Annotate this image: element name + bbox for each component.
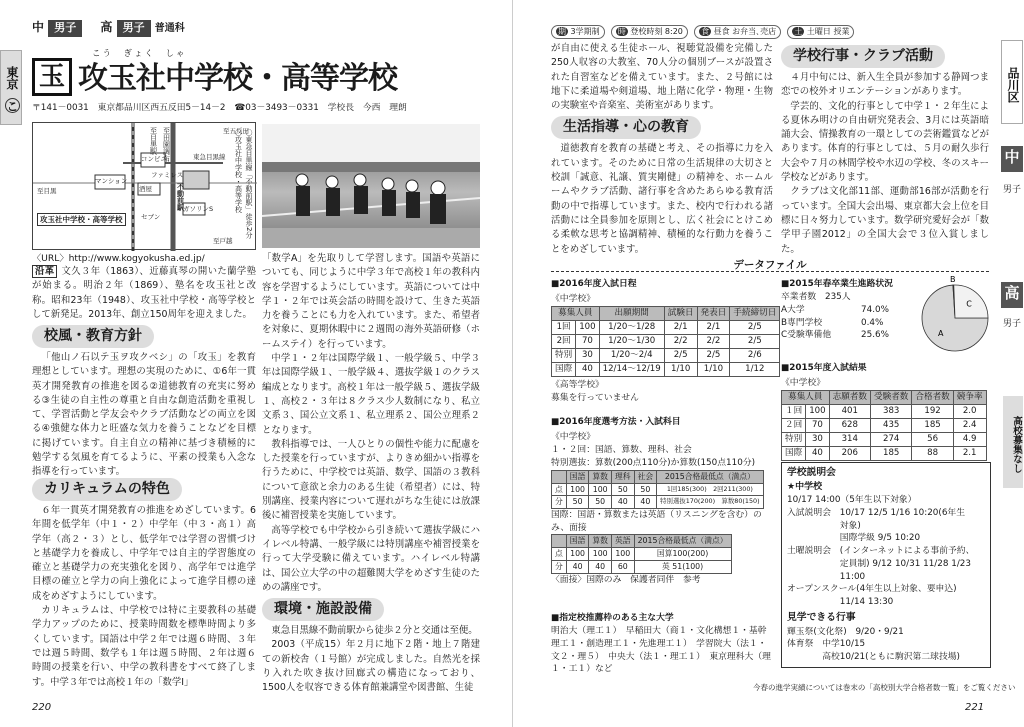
briefing-line: オープンスクール(4年生以上対象、要申込) <box>787 584 957 595</box>
cell: 1回185(300) 2回211(300) <box>657 483 763 496</box>
career-total: 卒業者数 235人 <box>781 292 851 303</box>
sched-title: ■2016年度入試日程 <box>551 279 637 289</box>
cell: 国際 <box>552 362 576 376</box>
event-line: 高校10/21(ともに駒沢第二球技場) <box>787 652 960 663</box>
history-label: 沿革 <box>32 265 57 278</box>
pie-label-B: B <box>950 275 956 285</box>
table-row <box>552 483 764 496</box>
side-tab-region <box>0 50 22 125</box>
cell: 50 <box>566 496 589 509</box>
school-url-link[interactable]: 〈URL〉http://www.kogyokusha.ed.jp/ <box>32 253 205 264</box>
cell: 分 <box>552 560 567 573</box>
cell: 30 <box>806 433 829 447</box>
cell: 100 <box>611 548 634 561</box>
attr-time <box>611 25 688 39</box>
cell: ２回 <box>782 419 806 433</box>
attr-term <box>551 25 605 39</box>
table-row <box>782 419 987 433</box>
cell: 1/20〜2/4 <box>599 349 664 363</box>
table-row <box>552 349 780 363</box>
map-label: マンション <box>95 177 128 185</box>
career-title: ■2015年春卒業生進路状況 <box>781 279 893 289</box>
section-curriculum <box>32 475 256 690</box>
col-header: 試験日 <box>664 307 697 321</box>
col-header: 社会 <box>634 470 657 483</box>
career-label: A大学 <box>781 304 805 315</box>
pie-label-C: C <box>966 299 972 309</box>
col-header: 合格者数 <box>912 391 953 405</box>
moral-education-text: 道徳教育を教育の基礎と考え、その指導に力を入れています。そのために日常の生活規律の大切さと校訓「誠意、礼譲、質実剛健」の精神を、ホームルームやクラブ活動、諸行事を含めたあらゆる教育活動の中で指導しています。また、校内で行われる諸活動には全員参加を原則とし、広く社会にとけこめる柔軟な思考と協調精神、積極的な行動力を養うことをめざしています。 <box>551 143 773 255</box>
cell: 1/20〜1/30 <box>599 335 664 349</box>
career-value: 0.4% <box>861 317 884 328</box>
col-header: 算数 <box>589 470 612 483</box>
cell: 4.9 <box>953 433 986 447</box>
school-emblem-icon: 玉 <box>32 58 72 96</box>
selection-method <box>551 414 773 586</box>
cell: 30 <box>576 349 599 363</box>
events-text: ４月中旬には、新入生全員が参加する静岡つま恋での校外オリエンテーションがあります。 <box>781 72 989 98</box>
cell: 2回 <box>552 335 576 349</box>
col-header: 発表日 <box>697 307 730 321</box>
event-line: 体育祭 中学10/15 <box>787 639 866 650</box>
attr-lunch <box>694 25 781 39</box>
side-chu-sex: 男子 <box>1002 185 1021 195</box>
cell: 50 <box>634 483 657 496</box>
univ-text: 明治大（理工１） 早稲田大（商１・文化構想１・基幹理工１・創造理工１・先進理工１） 学習院大（法１・文２・理５） 中央大（法１・理工１） 東京理科大（理１・工１）など <box>551 626 771 675</box>
table-row <box>782 433 987 447</box>
section-heading: 校風・教育方針 <box>32 325 154 348</box>
results-sub: 《中学校》 <box>781 378 825 389</box>
cell: 国際 <box>782 446 806 460</box>
map-label: 至田園調布 <box>162 127 171 162</box>
cell: 2/2 <box>697 335 730 349</box>
sched-sub: 《中学校》 <box>551 294 595 305</box>
briefing-line: 対象) <box>787 520 861 531</box>
page-number: 221 <box>965 702 985 713</box>
col-header: 2015合格最低点（満点） <box>634 535 731 548</box>
briefing-line: 10/17 14:00（5年生以下対象） <box>787 495 917 506</box>
facility-text: 東急目黒線不動前駅から徒歩２分と交通は至便。 <box>271 625 478 637</box>
tag-chu: 中 <box>32 20 45 34</box>
briefing-title: 学校説明会 <box>787 467 836 478</box>
map-label: 至目黒駅 <box>149 127 158 155</box>
cell: 点 <box>552 548 567 561</box>
cell: 2/1 <box>697 321 730 335</box>
event-line: 輝玉祭(文化祭) 9/20・9/21 <box>787 626 904 637</box>
table-row <box>552 496 764 509</box>
cell: 分 <box>552 496 567 509</box>
cell: 274 <box>871 433 912 447</box>
cell: 56 <box>912 433 953 447</box>
datafile-title: データファイル <box>725 259 814 271</box>
method-line: 〈面接〉国際のみ 保護者同伴 参考 <box>551 574 701 585</box>
table-row <box>782 446 987 460</box>
header-tags <box>32 18 185 37</box>
facility-text-2: 2003（平成15）年２月に地下２階・地上７階建ての新校舎（１号館）が完成しました。自然光を採り入れた吹き抜け回廊式の構造になっており、1500人を収容できる体育館兼講堂や図書館、生徒 <box>262 639 480 694</box>
cell: 点 <box>552 483 567 496</box>
cell: 国算100(200) <box>634 548 731 561</box>
col-header: 国語 <box>566 535 589 548</box>
attr-saturday <box>787 25 854 39</box>
briefing-line: 11:00 <box>787 571 866 582</box>
briefing-sub: ★中学校 <box>787 481 823 492</box>
career-value: 74.0% <box>861 304 889 315</box>
col-header: 算数 <box>589 535 612 548</box>
table-row <box>552 362 780 376</box>
cell: 1/12 <box>730 362 780 376</box>
cell: 2/5 <box>730 321 780 335</box>
table-row <box>552 560 732 573</box>
photo-drawing <box>262 124 480 248</box>
map-label: 至目黒 <box>37 187 57 195</box>
cell: 100 <box>566 483 589 496</box>
exam-results <box>781 360 991 461</box>
hs-note: 募集を行っていません <box>551 393 639 404</box>
cell: 100 <box>576 321 599 335</box>
clubs-text: クラブは文化部11部、運動部16部が活動を行っています。全国大会出場、東京都大会上位を目標に日々努力しています。数学研究愛好会が「数学甲子園2012」の全国大会で３位入賞しました。 <box>781 186 989 255</box>
section-heading: カリキュラムの特色 <box>32 478 182 501</box>
events-title: 見学できる行事 <box>787 611 856 623</box>
cell: 40 <box>611 496 634 509</box>
section-heading: 環境・施設設備 <box>262 598 384 621</box>
cell: 185 <box>871 446 912 460</box>
section-heading: 学校行事・クラブ活動 <box>781 45 945 68</box>
cell: 40 <box>634 496 657 509</box>
tug-of-war-photo <box>262 124 480 248</box>
cell: 1/10 <box>697 362 730 376</box>
cell: 40 <box>576 362 599 376</box>
right-column-1 <box>551 42 773 257</box>
table-row <box>552 321 780 335</box>
saturday-icon: 土 <box>794 27 803 36</box>
col-header: 手続締切日 <box>730 307 780 321</box>
hs-sub: 《高等学校》 <box>551 379 604 390</box>
col-header: 受験者数 <box>871 391 912 405</box>
cell: 特別選抜170(200) 算数80(150) <box>657 496 763 509</box>
col-header: 出願期間 <box>599 307 664 321</box>
left-column-2 <box>262 252 480 696</box>
cell: 2/5 <box>730 335 780 349</box>
cell: 40 <box>589 560 612 573</box>
pie-label-A: A <box>937 328 944 338</box>
table-row <box>552 548 732 561</box>
cell: 2/2 <box>664 335 697 349</box>
cell: 1/20〜1/28 <box>599 321 664 335</box>
cell: 88 <box>912 446 953 460</box>
briefing-line: 定員制) 9/12 10/31 11/28 1/23 <box>787 558 972 569</box>
cell: １回 <box>782 405 806 419</box>
address-line: 〒141－0031 東京都品川区西五反田5－14－2 ☎03－3493－0331 学校長 今西 理朗 <box>32 103 407 113</box>
cell: 2/1 <box>664 321 697 335</box>
curriculum-text-3: 「数学A」を先取りして学習します。国語や英語についても、同じように中学３年で高校１年の教科内容を学習するようにしています。英語については中学１・２年では英会話の時間を設けて、生きた英語力を養うことにも力を入れています。また、希望者を対象に、夏期休暇中に２週間の海外英語研修（ホームステイ）を行っています。 <box>262 253 480 350</box>
section-policy <box>32 322 256 480</box>
school-title: 攻玉社中学校・高等学校 <box>78 61 397 96</box>
access-map <box>32 122 256 250</box>
career-label: C受験準備他 <box>781 330 832 341</box>
page-number: 220 <box>32 702 52 713</box>
curriculum-text: ６年一貫英才開発教育の推進をめざしています。6年間を低学年（中１・２）中学年（中３・高１）高学年（高２・３）とし、低学年では学習の習慣づけと基礎学力を養成し、中学年では自主的学習態度の確立と基礎学力の充実強化を図り、高学年では進学目標の確立と学力の向上強化によって進学目標の達成をめざすようにしています。 <box>32 505 256 602</box>
method-table-1 <box>551 470 764 509</box>
cell: 1回 <box>552 321 576 335</box>
curriculum-text-2: カリキュラムは、中学校では特に主要教科の基礎学力アップのために、授業時間数を標準時間より多くしています。国語は中学２年では週６時間、３年では週５時間、数学も１年は週５時間、２年は週６時間の授業を行い、中学の教科書をすべて終了します。中学３年では高校１年の「数学Ⅰ」 <box>32 605 256 688</box>
side-tab-note: 高校募集なし <box>1003 396 1023 488</box>
table-row <box>782 405 987 419</box>
cell: 70 <box>576 335 599 349</box>
section-heading: 生活指導・心の教育 <box>551 116 701 139</box>
col-header: 国語 <box>566 470 589 483</box>
attr-text: 昼食 お弁当､売店 <box>713 27 777 36</box>
cell: 50 <box>589 496 612 509</box>
attr-text: 登校時刻 8:20 <box>630 27 683 36</box>
cell: 2/6 <box>730 349 780 363</box>
cell: 100 <box>806 405 829 419</box>
tag-chu-sex: 男子 <box>48 20 82 37</box>
side-ko-sex: 男子 <box>1002 319 1021 329</box>
cell: 192 <box>912 405 953 419</box>
method-title: ■2016年度選考方法・入試科目 <box>551 417 681 427</box>
cell: 2/5 <box>664 349 697 363</box>
cell: 2.0 <box>953 405 986 419</box>
cell: 12/14〜12/19 <box>599 362 664 376</box>
attr-text: 土曜日 授業 <box>806 27 850 36</box>
cell: 60 <box>611 560 634 573</box>
cell: 185 <box>912 419 953 433</box>
datafile-band <box>551 258 989 272</box>
right-column-2 <box>781 42 989 257</box>
facility-text-3: が自由に使える生徒ホール、視聴覚設備を完備した250人収容の大教室、70人分の個別ブースが設置された自習室などを備えています。また、２号館には地下に柔道場や剣道場、地上階に化学・物理・生物の実験室や音楽室、美術室があります。 <box>551 43 773 112</box>
col-header: 2015合格最低点（満点） <box>657 470 763 483</box>
cell: 2/5 <box>697 349 730 363</box>
side-tab-chu: 中 <box>1001 146 1023 172</box>
method-sub: 《中学校》 <box>551 432 595 443</box>
side-region: 東京 <box>5 65 19 90</box>
map-label: 酒屋 <box>139 185 152 193</box>
col-header: 競争率 <box>953 391 986 405</box>
results-table <box>781 390 987 460</box>
method-line: １・２回：国語、算数、理科、社会 <box>551 445 692 456</box>
career-value: 25.6% <box>861 330 889 341</box>
method-line: 特別選抜：算数(200点110分)か算数(150点110分) <box>551 458 756 469</box>
briefing-line: 11/14 13:30 <box>787 597 894 608</box>
cell: 100 <box>566 548 589 561</box>
cell: 100 <box>589 548 612 561</box>
map-label: ガソリンS <box>183 205 214 213</box>
schedule-table <box>551 306 780 376</box>
col-header: 募集人員 <box>552 307 600 321</box>
cell: 特別 <box>782 433 806 447</box>
side-mark: こ <box>5 99 19 112</box>
policy-text: 「他山ノ石以テ玉ヲ攻クベシ」の「攻玉」を教育理想としています。理想の実現のために、①6年一貫英才開発教育の推進を図る②道徳教育の充実に努める③生徒の自主性の尊重と自由な創造活動を重視して、学習活動と学友会やクラブ活動などの両立を図る④強健な体力と旺盛な気力を養うことなどを目標に掲げています。自主自立の精神に基づき積極的に勉学する気風を育てるように、平素の授業も入念な指導を行っています。 <box>32 352 256 478</box>
career-pie-chart <box>913 275 989 354</box>
designated-universities <box>551 610 773 676</box>
cell: 70 <box>806 419 829 433</box>
cell: 1/10 <box>664 362 697 376</box>
clock-icon: 時 <box>617 27 626 36</box>
career-label: B専門学校 <box>781 317 823 328</box>
map-school-label: 攻玉社中学校・高等学校 <box>37 213 126 226</box>
univ-title: ■指定校推薦枠のある主な大学 <box>551 613 674 623</box>
results-title: ■2015年度入試結果 <box>781 363 867 373</box>
map-label: 東急目黒線 <box>193 153 226 161</box>
high-school-guidance-text: 高等学校でも中学校から引き続いて選抜学級にハイレベル特講、一般学級には特別講座や補習授業を行って大学受験に備えています。ハイレベル特講は、国公立大学の中の超難関大学をめざす生徒のための講座です。 <box>262 524 480 593</box>
method-table-2 <box>551 534 732 573</box>
history-text: 文久３年（1863）、近藤真琴の開いた蘭学塾が始まる。明治２年（1869）、塾名を攻玉社と改称。昭和23年（1948）、攻玉社中学校・高等学校として新発足。2013年、創立150周年を迎えました。 <box>32 266 256 320</box>
cell: 435 <box>871 419 912 433</box>
side-tab-ko: 高 <box>1001 282 1023 308</box>
tag-ko-sex: 男子 <box>117 20 151 37</box>
cell: 2.4 <box>953 419 986 433</box>
tag-course: 普通科 <box>154 23 185 34</box>
cell: 314 <box>829 433 870 447</box>
cell: 383 <box>871 405 912 419</box>
map-label: セブン <box>141 213 161 221</box>
cell: 401 <box>829 405 870 419</box>
cell: 特別 <box>552 349 576 363</box>
col-header: 英語 <box>611 535 634 548</box>
col-header: 募集人員 <box>782 391 830 405</box>
school-attributes <box>551 24 857 39</box>
briefing-line: 土曜説明会 (インターネットによる事前予約、 <box>787 546 975 557</box>
subject-guidance-text: 教科指導では、一人ひとりの個性や能力に配慮をした授業を行っていますが、よりきめ細かい指導を行うために、中学校では英語、数学、国語の３教科について意欲と余力のある生徒（希望者）には、特別講座、授業内容について遅れがちな生徒には放課後に補習授業を実施しています。 <box>262 438 480 522</box>
cell: 2.1 <box>953 446 986 460</box>
cell: 50 <box>611 483 634 496</box>
col-header: 志願者数 <box>829 391 870 405</box>
history-block <box>32 265 256 322</box>
attr-text: 3学期制 <box>570 27 600 36</box>
events-text-2: 学芸的、文化的行事として中学１・２年生による夏休み明けの自由研究発表会、3月には英語暗誦大会、情操教育の一環としての芸術鑑賞などがあります。体育的行事としては、５月の耐久歩行大会や７月の林間学校や水辺の学校、冬のスキー学校などがあります。 <box>781 100 989 184</box>
briefing-line: 国際学級 9/5 10:20 <box>787 533 921 544</box>
map-label-station: 不動前駅 <box>176 183 185 211</box>
cell: 英 51(100) <box>634 560 731 573</box>
tag-ko: 高 <box>100 20 113 34</box>
method-line: 国際：国語・算数または英語（リスニングを含む）のみ、面接 <box>551 509 762 533</box>
term-icon: 期 <box>558 27 566 36</box>
class-structure-text: 中学１・２年は国際学級１、一般学級５、中学３年は国際学級１、一般学級４、選抜学級１のクラス編成となります。高校１年は一般学級５、選抜学級１、高校２・３年は８クラス少人数制になり、私立文系３、国公立文系１、私立理系２、国公立理系２となります。 <box>262 353 480 436</box>
cell: 100 <box>589 483 612 496</box>
briefing-box <box>781 462 991 668</box>
title-ruby: こう ぎょく しゃ <box>92 49 187 59</box>
map-label: ファミレス <box>151 171 184 179</box>
side-tab-ward: 品川区 <box>1001 40 1023 124</box>
right-page <box>512 0 1024 727</box>
cell: 40 <box>566 560 589 573</box>
table-row <box>552 335 780 349</box>
map-label: コンビニ <box>141 155 167 163</box>
col-header: 理科 <box>611 470 634 483</box>
lunch-icon: 食 <box>701 27 710 36</box>
footer-note: 今春の進学実績については巻末の「高校別大学合格者数一覧」をご覧ください <box>753 683 1016 692</box>
cell: 206 <box>829 446 870 460</box>
map-route-note: 〇東急目黒線「不動前駅」徒歩2分 〇攻玉社中学校・高等学校 <box>234 129 253 246</box>
cell: 40 <box>806 446 829 460</box>
exam-schedule <box>551 276 777 405</box>
cell: 628 <box>829 419 870 433</box>
map-label: 至戸越 <box>213 237 233 245</box>
briefing-line: 入試説明会 10/17 12/5 1/16 10:20(6年生 <box>787 507 966 518</box>
map-label: 至五反田 <box>223 127 249 135</box>
